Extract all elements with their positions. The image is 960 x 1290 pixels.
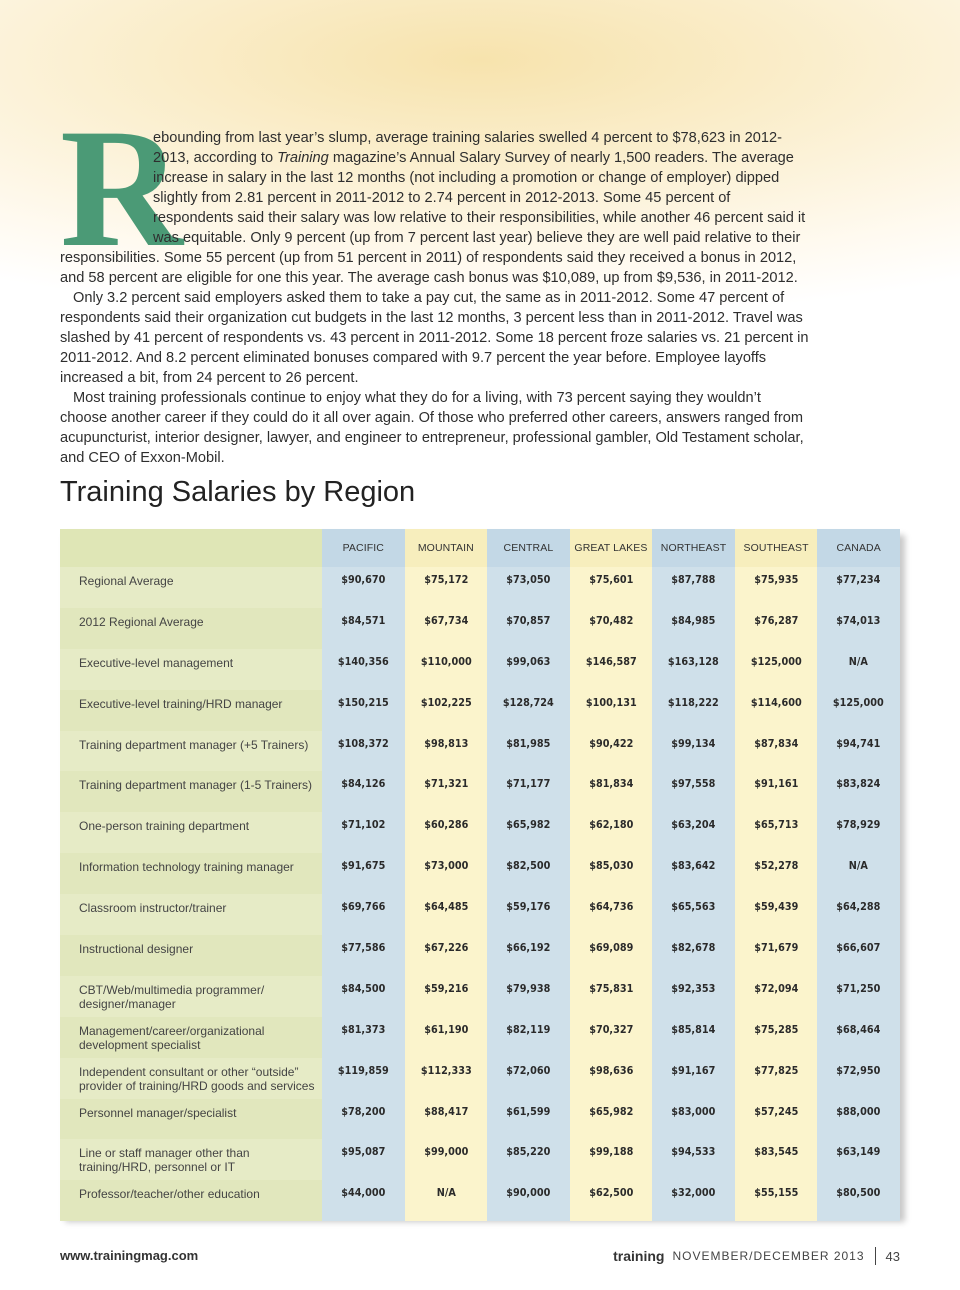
cell-value: $69,089 — [588, 941, 634, 955]
table-cell — [487, 935, 570, 976]
cell-value: $75,601 — [588, 573, 634, 586]
table-cell — [570, 976, 653, 1017]
table-cell — [322, 608, 405, 649]
cell-value: $85,220 — [506, 1145, 551, 1159]
table-cell — [735, 976, 818, 1017]
cell-value: $64,485 — [423, 900, 468, 914]
table-cell — [322, 1139, 405, 1180]
row-label: Line or staff manager other than training/HRD, personnel or IT — [60, 1139, 322, 1180]
table-cell — [405, 1099, 488, 1140]
cell-value: $65,982 — [588, 1104, 634, 1118]
table-cell — [322, 1017, 405, 1058]
row-label: Training department manager (+5 Trainers) — [60, 731, 322, 772]
table-cell — [570, 690, 653, 731]
row-label: Regional Average — [60, 567, 322, 608]
table-cell — [735, 690, 818, 731]
column-header: GREAT LAKES — [570, 529, 653, 567]
cell-value: $84,571 — [341, 613, 386, 627]
table-cell — [405, 1017, 488, 1058]
cell-value: $108,372 — [337, 736, 389, 750]
cell-value: $92,353 — [671, 981, 716, 995]
paragraph-1-rest: magazine’s Annual Salary Survey of nearly 1,500 readers. The average increase in salary in the last 12 months (not including a promotion or change of employer) dipped slightly from 2.81 percent in 2011-2012 to 2.74 percent in 2012-2013. Some 45 percent of respondents said their salary was low relative to their responsibilities, while another 46 percent said it was equitable. Only 9 percent (up from 7 percent last year) believe they are well paid relative to their responsibilities. Some 55 percent (up from 51 percent in 2011) of respondents said they received a bonus in 2012, and 58 percent are eligible for one this year. The average cash bonus was $10,089, up from $9,536, in 2011-2012. — [60, 150, 806, 286]
row-label: Management/career/organizational development specialist — [60, 1017, 322, 1058]
drop-cap: R — [60, 94, 183, 282]
table-cell — [322, 690, 405, 731]
table-cell — [570, 771, 653, 812]
table-cell — [817, 567, 900, 608]
cell-value: $85,814 — [671, 1022, 716, 1036]
table-cell — [487, 894, 570, 935]
cell-value: $32,000 — [671, 1186, 716, 1200]
table-cell — [652, 608, 735, 649]
paragraph-1-start: ebounding from last year’s slump, average training salaries swelled 4 percent to $78,623 in 2012-2013, according to — [153, 130, 782, 166]
table-cell — [735, 649, 818, 690]
cell-value: $77,586 — [341, 941, 386, 955]
footer-right — [613, 1247, 900, 1265]
table-cell — [322, 649, 405, 690]
cell-value: $83,642 — [671, 859, 716, 873]
cell-value: $57,245 — [754, 1104, 799, 1118]
cell-value: $79,938 — [506, 981, 551, 995]
table-cell — [570, 812, 653, 853]
table-cell — [405, 608, 488, 649]
cell-value: $85,030 — [588, 859, 634, 873]
row-label: CBT/Web/multimedia programmer/ designer/manager — [60, 976, 322, 1017]
cell-value: $76,287 — [754, 613, 799, 627]
table-cell — [570, 649, 653, 690]
table-cell — [487, 690, 570, 731]
cell-value: $67,734 — [423, 613, 468, 627]
cell-value: $61,190 — [423, 1022, 468, 1036]
cell-value: $99,134 — [671, 736, 716, 750]
table-cell — [322, 1099, 405, 1140]
cell-value: $82,500 — [506, 859, 551, 873]
cell-value: $90,670 — [341, 573, 386, 586]
table-cell — [487, 812, 570, 853]
table-cell — [652, 894, 735, 935]
column-header: SOUTHEAST — [735, 529, 818, 567]
table-cell — [570, 1058, 653, 1099]
table-cell — [570, 1017, 653, 1058]
table-cell — [817, 976, 900, 1017]
cell-value: $70,327 — [588, 1022, 634, 1036]
table-cell — [817, 1017, 900, 1058]
cell-value: $82,119 — [506, 1022, 551, 1036]
table-cell — [570, 853, 653, 894]
cell-value: $75,935 — [754, 573, 799, 586]
cell-value: $99,000 — [423, 1145, 468, 1159]
row-label: Information technology training manager — [60, 853, 322, 894]
cell-value: $75,831 — [588, 981, 634, 995]
cell-value: $114,600 — [750, 695, 802, 709]
cell-value: $94,533 — [671, 1145, 716, 1159]
row-label: Instructional designer — [60, 935, 322, 976]
paragraph-3: Most training professionals continue to enjoy what they do for a living, with 73 percent saying they wouldn’t choose another career if they could do it all over again. Of those who preferred other careers, answers ranged from acupuncturist, interior designer, lawyer, and engineer to entrepreneur, professional gambler, Old Testament scholar, and CEO of Exxon-Mobil. — [60, 390, 804, 466]
page-number: 43 — [885, 1248, 900, 1264]
cell-value: $110,000 — [420, 654, 472, 668]
cell-value: N/A — [436, 1186, 456, 1200]
cell-value: $64,288 — [836, 900, 881, 914]
table-cell — [735, 771, 818, 812]
salary-table — [60, 529, 900, 1216]
cell-value: $81,373 — [341, 1022, 386, 1036]
table-cell — [487, 1180, 570, 1221]
cell-value: $60,286 — [423, 818, 468, 832]
table-cell — [322, 567, 405, 608]
table-cell — [405, 567, 488, 608]
table-cell — [570, 935, 653, 976]
row-label: Executive-level training/HRD manager — [60, 690, 322, 731]
table-cell — [817, 649, 900, 690]
cell-value: $140,356 — [337, 654, 389, 668]
table-cell — [570, 894, 653, 935]
table-cell — [322, 853, 405, 894]
table-cell — [735, 1180, 818, 1221]
table-cell — [322, 976, 405, 1017]
cell-value: $83,000 — [671, 1104, 716, 1118]
cell-value: $99,188 — [588, 1145, 634, 1159]
cell-value: $72,060 — [506, 1063, 551, 1077]
cell-value: $73,050 — [506, 573, 551, 586]
table-cell — [817, 1139, 900, 1180]
cell-value: $119,859 — [337, 1063, 389, 1077]
table-cell — [405, 771, 488, 812]
row-label: Professor/teacher/other education — [60, 1180, 322, 1221]
table-cell — [405, 1139, 488, 1180]
salary-grid — [60, 529, 900, 1221]
cell-value: $55,155 — [754, 1186, 799, 1200]
row-label: Executive-level management — [60, 649, 322, 690]
cell-value: $112,333 — [420, 1063, 472, 1077]
table-cell — [652, 812, 735, 853]
cell-value: $146,587 — [585, 654, 637, 668]
cell-value: $73,000 — [423, 859, 468, 873]
article-body — [60, 94, 810, 468]
table-cell — [487, 853, 570, 894]
column-header: CENTRAL — [487, 529, 570, 567]
column-header: PACIFIC — [322, 529, 405, 567]
cell-value: $71,321 — [423, 777, 468, 791]
table-cell — [570, 608, 653, 649]
cell-value: $65,563 — [671, 900, 716, 914]
table-cell — [570, 567, 653, 608]
table-cell — [322, 812, 405, 853]
table-cell — [405, 690, 488, 731]
table-cell — [405, 731, 488, 772]
table-cell — [652, 1058, 735, 1099]
cell-value: $70,857 — [506, 613, 551, 627]
cell-value: $97,558 — [671, 777, 716, 791]
cell-value: $94,741 — [836, 736, 881, 750]
table-cell — [735, 608, 818, 649]
table-title: Training Salaries by Region — [60, 476, 416, 508]
cell-value: $68,464 — [836, 1022, 881, 1036]
table-cell — [652, 935, 735, 976]
table-cell — [322, 771, 405, 812]
cell-value: $83,545 — [754, 1145, 799, 1159]
cell-value: $128,724 — [502, 695, 554, 709]
cell-value: $88,417 — [423, 1104, 468, 1118]
cell-value: $62,180 — [588, 818, 634, 832]
cell-value: $102,225 — [420, 695, 472, 709]
table-cell — [817, 608, 900, 649]
table-cell — [405, 935, 488, 976]
table-cell — [652, 731, 735, 772]
cell-value: $83,824 — [836, 777, 881, 791]
table-cell — [405, 894, 488, 935]
table-cell — [405, 976, 488, 1017]
table-cell — [817, 690, 900, 731]
website-url: www.trainingmag.com — [60, 1248, 199, 1263]
paragraph-1 — [60, 94, 810, 288]
cell-value: $91,167 — [671, 1063, 716, 1077]
cell-value: $44,000 — [341, 1186, 386, 1200]
cell-value: $63,204 — [671, 818, 716, 832]
table-cell — [405, 1180, 488, 1221]
table-cell — [570, 1180, 653, 1221]
cell-value: $72,094 — [754, 981, 799, 995]
cell-value: $81,834 — [588, 777, 634, 791]
table-cell — [817, 894, 900, 935]
cell-value: $118,222 — [668, 695, 719, 709]
cell-value: N/A — [849, 654, 869, 668]
cell-value: $63,149 — [836, 1145, 881, 1159]
cell-value: $77,234 — [836, 573, 881, 586]
cell-value: $98,813 — [423, 736, 468, 750]
table-cell — [735, 935, 818, 976]
column-header: MOUNTAIN — [405, 529, 488, 567]
table-cell — [652, 976, 735, 1017]
cell-value: $66,607 — [836, 941, 881, 955]
magazine-brand: training — [613, 1248, 665, 1264]
table-cell — [817, 935, 900, 976]
cell-value: $74,013 — [836, 613, 881, 627]
table-cell — [487, 976, 570, 1017]
table-cell — [652, 690, 735, 731]
table-cell — [570, 1139, 653, 1180]
column-header: NORTHEAST — [652, 529, 735, 567]
table-cell — [570, 1099, 653, 1140]
cell-value: $95,087 — [341, 1145, 386, 1159]
table-cell — [487, 567, 570, 608]
cell-value: $59,176 — [506, 900, 551, 914]
cell-value: $90,422 — [588, 736, 634, 750]
table-cell — [487, 1017, 570, 1058]
table-cell — [487, 649, 570, 690]
cell-value: $75,285 — [754, 1022, 799, 1036]
cell-value: $62,500 — [588, 1186, 634, 1200]
paragraph-2: Only 3.2 percent said employers asked them to take a pay cut, the same as in 2011-2012. Some 47 percent of respondents said their organization cut budgets in the last 12 months, 3 percent less than in 2011-2012. Travel was slashed by 41 percent of respondents vs. 43 percent in 2011-2012. Some 18 percent froze salaries vs. 21 percent in 2011-2012. And 8.2 percent eliminated bonuses compared with 9.7 percent the year before. Employee layoffs increased a bit, from 24 percent to 26 percent. — [60, 290, 809, 386]
cell-value: $150,215 — [337, 695, 389, 709]
cell-value: $65,713 — [754, 818, 799, 832]
table-cell — [487, 731, 570, 772]
cell-value: $87,834 — [754, 736, 799, 750]
cell-value: $71,250 — [836, 981, 881, 995]
cell-value: $125,000 — [750, 654, 802, 668]
table-cell — [735, 731, 818, 772]
table-cell — [735, 567, 818, 608]
table-cell — [652, 771, 735, 812]
cell-value: $90,000 — [506, 1186, 551, 1200]
table-cell — [487, 1099, 570, 1140]
cell-value: $70,482 — [588, 613, 634, 627]
cell-value: $71,177 — [506, 777, 551, 791]
table-header-corner — [60, 529, 322, 567]
table-cell — [322, 894, 405, 935]
table-cell — [652, 1139, 735, 1180]
cell-value: $69,766 — [341, 900, 386, 914]
row-label: 2012 Regional Average — [60, 608, 322, 649]
cell-value: $125,000 — [833, 695, 885, 709]
table-cell — [322, 1058, 405, 1099]
table-cell — [652, 1099, 735, 1140]
table-cell — [487, 608, 570, 649]
table-cell — [570, 731, 653, 772]
cell-value: $52,278 — [754, 859, 799, 873]
table-cell — [652, 567, 735, 608]
cell-value: $65,982 — [506, 818, 551, 832]
cell-value: $77,825 — [754, 1063, 799, 1077]
cell-value: $163,128 — [668, 654, 719, 668]
row-label: Classroom instructor/trainer — [60, 894, 322, 935]
table-cell — [405, 812, 488, 853]
table-cell — [817, 1099, 900, 1140]
table-cell — [735, 894, 818, 935]
row-label: Training department manager (1-5 Trainers) — [60, 771, 322, 812]
table-cell — [735, 1017, 818, 1058]
cell-value: $82,678 — [671, 941, 716, 955]
cell-value: $91,675 — [341, 859, 386, 873]
table-cell — [322, 731, 405, 772]
table-cell — [735, 1139, 818, 1180]
cell-value: $61,599 — [506, 1104, 551, 1118]
table-cell — [817, 1058, 900, 1099]
table-cell — [735, 812, 818, 853]
cell-value: $81,985 — [506, 736, 551, 750]
issue-date: NOVEMBER/DECEMBER 2013 — [672, 1249, 865, 1263]
footer-divider — [875, 1247, 876, 1265]
cell-value: $87,788 — [671, 573, 716, 586]
cell-value: $67,226 — [423, 941, 468, 955]
row-label: Independent consultant or other “outside” provider of training/HRD goods and services — [60, 1058, 322, 1099]
table-cell — [817, 853, 900, 894]
cell-value: $88,000 — [836, 1104, 881, 1118]
row-label: Personnel manager/specialist — [60, 1099, 322, 1140]
cell-value: $66,192 — [506, 941, 551, 955]
table-cell — [652, 1180, 735, 1221]
magazine-name: Training — [277, 150, 329, 166]
cell-value: $99,063 — [506, 654, 551, 668]
cell-value: $78,200 — [341, 1104, 386, 1118]
table-cell — [652, 1017, 735, 1058]
page-footer — [60, 1246, 900, 1266]
cell-value: $91,161 — [754, 777, 799, 791]
table-cell — [735, 853, 818, 894]
table-cell — [487, 771, 570, 812]
table-cell — [322, 935, 405, 976]
cell-value: $75,172 — [423, 573, 468, 586]
cell-value: $100,131 — [585, 695, 637, 709]
table-cell — [405, 649, 488, 690]
row-label: One-person training department — [60, 812, 322, 853]
table-cell — [405, 853, 488, 894]
cell-value: $84,985 — [671, 613, 716, 627]
cell-value: $72,950 — [836, 1063, 881, 1077]
table-cell — [322, 1180, 405, 1221]
table-cell — [817, 1180, 900, 1221]
table-cell — [652, 649, 735, 690]
table-cell — [817, 771, 900, 812]
cell-value: $59,439 — [754, 900, 799, 914]
cell-value: $71,102 — [341, 818, 386, 832]
table-cell — [817, 731, 900, 772]
table-cell — [487, 1139, 570, 1180]
cell-value: $64,736 — [588, 900, 634, 914]
table-cell — [405, 1058, 488, 1099]
cell-value: $78,929 — [836, 818, 881, 832]
column-header: CANADA — [817, 529, 900, 567]
table-cell — [735, 1058, 818, 1099]
table-cell — [735, 1099, 818, 1140]
cell-value: $71,679 — [754, 941, 799, 955]
cell-value: $84,500 — [341, 981, 386, 995]
table-cell — [817, 812, 900, 853]
cell-value: $59,216 — [423, 981, 468, 995]
cell-value: $98,636 — [588, 1063, 634, 1077]
cell-value: $80,500 — [836, 1186, 881, 1200]
table-cell — [487, 1058, 570, 1099]
cell-value: $84,126 — [341, 777, 386, 791]
table-cell — [652, 853, 735, 894]
cell-value: N/A — [849, 859, 869, 873]
